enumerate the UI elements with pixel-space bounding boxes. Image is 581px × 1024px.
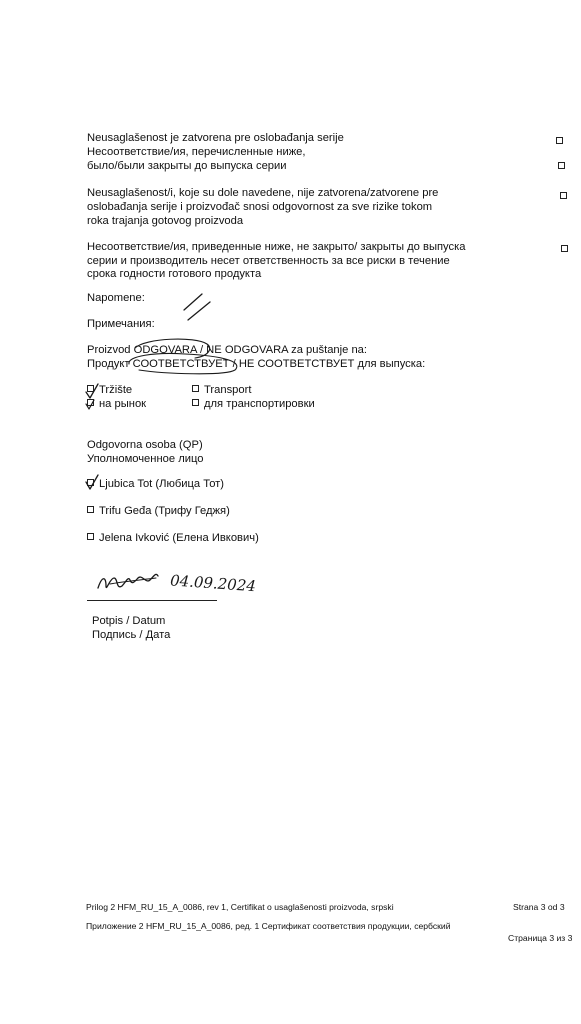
notes-label-ru: Примечания: xyxy=(87,318,155,330)
handwritten-date-text: 04.09.2024 xyxy=(169,571,257,596)
signature-label-ru: Подпись / Дата xyxy=(92,629,171,641)
qp-person-3-name: Jelena Ivković (Елена Ивкович) xyxy=(99,532,259,544)
open-text-ru-2: серии и производитель несет ответственность за все риски в течение xyxy=(87,255,450,267)
release-circle-mark xyxy=(125,334,255,374)
qp-person-2[interactable] xyxy=(87,504,230,518)
open-text-ru-3: срока годности готового продукта xyxy=(87,268,262,280)
release-ru-suffix: / НЕ СООТВЕТСТВУЕТ для выпуска: xyxy=(229,358,426,370)
market-label-ru: на рынок xyxy=(99,398,147,410)
open-text-sr-1: Neusaglašenost/i, koje su dole navedene, nije zatvorena/zatvorene pre xyxy=(87,187,439,199)
qp-person-1[interactable] xyxy=(87,477,224,491)
transport-option[interactable] xyxy=(192,383,251,397)
release-ru-circled: СООТВЕТСТВУЕТ xyxy=(132,358,230,370)
qp-person-2-name: Trifu Geđa (Трифу Геджя) xyxy=(99,505,230,517)
closed-text-ru-2: было/были закрыты до выпуска серии xyxy=(87,160,287,172)
open-ru-checkbox[interactable] xyxy=(561,245,568,252)
open-text-sr-3: roka trajanja gotovog proizvoda xyxy=(87,215,244,227)
qp-person-1-name: Ljubica Tot (Любица Тот) xyxy=(99,478,225,490)
footer-line-sr: Prilog 2 HFM_RU_15_A_0086, rev 1, Certifikat o usaglašenosti proizvoda, srpski xyxy=(86,902,394,912)
notes-label-sr: Napomene: xyxy=(87,292,145,304)
open-sr-checkbox[interactable] xyxy=(560,192,567,199)
release-sr-circled: ODGOVARA xyxy=(133,344,197,356)
release-ru-prefix: Продукт xyxy=(87,358,133,370)
closed-text-ru-1: Несоответствие/ия, перечисленные ниже, xyxy=(87,146,306,158)
transport-label-ru: для транспортировки xyxy=(204,398,315,410)
signature-line xyxy=(87,600,217,601)
qp-person-2-checkbox[interactable] xyxy=(87,506,94,513)
open-text-sr-2: oslobađanja serije i proizvođač snosi odgovornost za sve rizike tokom xyxy=(87,201,433,213)
qp-person-1-check-mark xyxy=(84,474,104,494)
notes-strike-mark xyxy=(180,290,220,330)
qp-title-sr: Odgovorna osoba (QP) xyxy=(87,439,203,451)
qp-person-3-checkbox[interactable] xyxy=(87,533,94,540)
closed-ru-checkbox[interactable] xyxy=(558,162,565,169)
transport-option-ru[interactable] xyxy=(192,397,315,411)
handwritten-date xyxy=(168,566,268,600)
qp-person-3[interactable] xyxy=(87,531,259,545)
footer-page-ru: Страница 3 из 3 xyxy=(508,933,573,943)
open-text-ru-1: Несоответствие/ия, приведенные ниже, не закрыто/ закрыты до выпуска xyxy=(87,241,466,253)
transport-checkbox[interactable] xyxy=(192,385,199,392)
market-label-sr: Tržište xyxy=(99,384,133,396)
footer-page-sr: Strana 3 od 3 xyxy=(513,902,565,912)
release-sr-suffix: / NE ODGOVARA za puštanje na: xyxy=(196,344,368,356)
closed-sr-checkbox[interactable] xyxy=(556,137,563,144)
market-check-mark xyxy=(84,382,104,412)
closed-text-sr: Neusaglašenost je zatvorena pre oslobađanja serije xyxy=(87,132,344,144)
footer-line-ru: Приложение 2 HFM_RU_15_A_0086, ред. 1 Сертификат соответствия продукции, сербский xyxy=(86,921,451,931)
transport-ru-checkbox[interactable] xyxy=(192,399,199,406)
signature-label-sr: Potpis / Datum xyxy=(92,615,166,627)
release-sr-prefix: Proizvod xyxy=(87,344,134,356)
transport-label-sr: Transport xyxy=(204,384,252,396)
qp-title-ru: Уполномоченное лицо xyxy=(87,453,204,465)
